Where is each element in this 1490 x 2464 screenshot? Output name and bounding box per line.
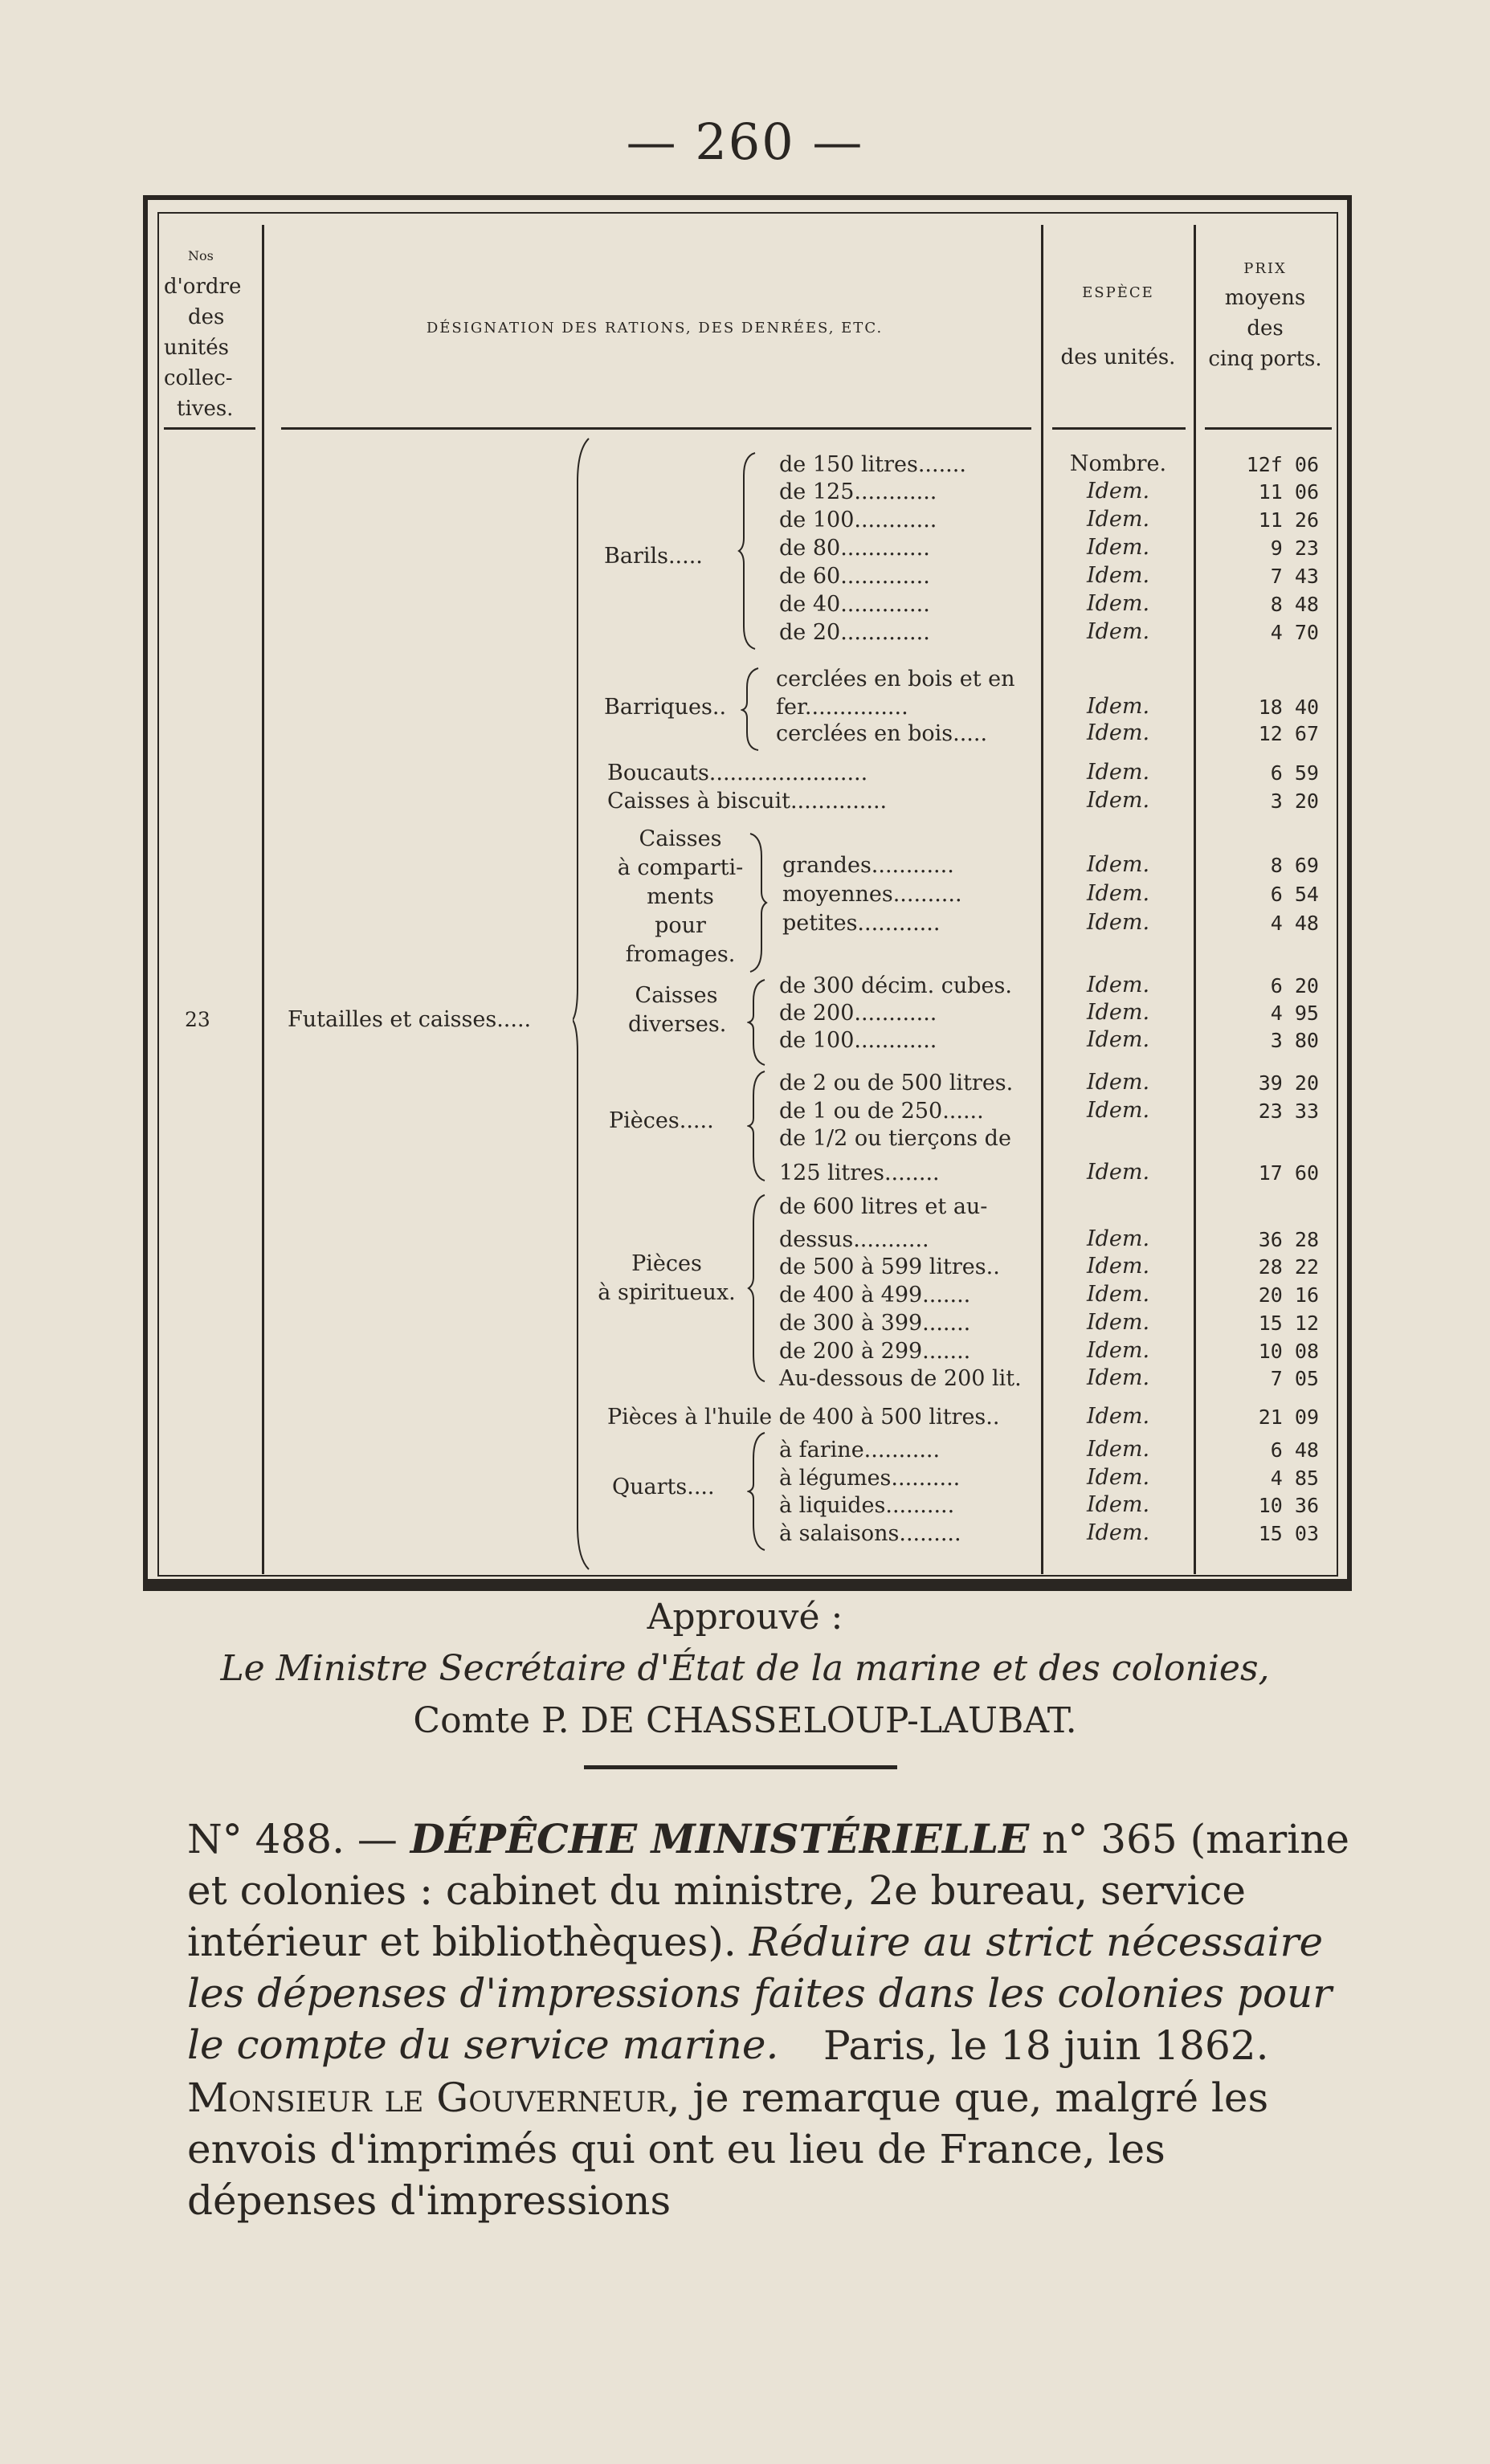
row-unit: Idem. — [1086, 788, 1150, 813]
dispatch-salutation: Monsieur le Gouverneur, — [187, 2074, 680, 2121]
row-description: de 400 à 499....... — [779, 1283, 971, 1307]
row-unit: Idem. — [1086, 1160, 1150, 1185]
group-label-fromages — [604, 825, 757, 969]
row-description: de 200............ — [779, 1001, 937, 1026]
row-description: dessus........... — [779, 1227, 929, 1252]
row-price: 8 48 — [1270, 593, 1319, 616]
group-label-line: pour — [655, 913, 706, 938]
brace-barriques — [741, 667, 761, 752]
row-description: grandes............ — [782, 853, 954, 878]
row-description: à légumes.......... — [779, 1466, 961, 1491]
row-description: cerclées en bois..... — [776, 721, 988, 746]
row-unit: Idem. — [1086, 591, 1150, 616]
row-unit: Idem. — [1086, 507, 1150, 532]
row-price: 39 20 — [1258, 1071, 1319, 1095]
row-description: de 300 décim. cubes. — [779, 973, 1012, 998]
row-unit: Idem. — [1086, 1310, 1150, 1335]
column-divider — [1194, 225, 1196, 1574]
row-description: cerclées en bois et en — [776, 667, 1015, 691]
header-rule — [164, 427, 255, 430]
brace-barils — [737, 451, 758, 651]
row-unit: Idem. — [1086, 852, 1150, 877]
group-label-line: fromages. — [625, 942, 736, 967]
row-unit: Idem. — [1086, 1437, 1150, 1462]
header-order-line: Nos — [188, 248, 214, 263]
row-description: de 200 à 299....... — [779, 1339, 971, 1364]
row-unit: Idem. — [1086, 973, 1150, 997]
dispatch-ref: n° 365 (marine et colonies : cabinet du ministre, 2e bureau, service intérieur et bibliothèques). — [187, 1816, 1350, 1965]
header-order-line: des — [188, 305, 225, 329]
row-unit: Idem. — [1086, 720, 1150, 745]
row-unit: Idem. — [1086, 1226, 1150, 1251]
brace-fromages — [747, 832, 768, 973]
group-label-line: Caisses — [635, 983, 718, 1008]
category-brace — [573, 434, 597, 1574]
row-unit: Idem. — [1086, 535, 1150, 560]
header-price-line: moyens — [1224, 286, 1306, 310]
row-unit: Idem. — [1086, 910, 1150, 935]
row-price: 10 36 — [1258, 1494, 1319, 1517]
row-price: 6 59 — [1270, 761, 1319, 785]
header-order-line: collec- — [164, 366, 233, 390]
row-unit: Idem. — [1086, 1520, 1150, 1545]
brace-spiritueux — [747, 1193, 768, 1383]
row-unit: Idem. — [1086, 619, 1150, 644]
row-price: 28 22 — [1258, 1255, 1319, 1279]
header-rule — [1205, 427, 1332, 430]
dispatch-summary: Réduire au strict nécessaire les dépenses d'impressions faites dans les colonies pour le compte du service marine. — [187, 1919, 1333, 2068]
group-label-line: Caisses — [639, 826, 722, 851]
row-description: 125 litres........ — [779, 1161, 940, 1185]
header-price-line: des — [1247, 316, 1284, 341]
header-designation: DÉSIGNATION DES RATIONS, DES DENRÉES, ETC. — [426, 320, 884, 337]
row-unit: Idem. — [1086, 1027, 1150, 1052]
header-rule — [1052, 427, 1186, 430]
row-description: à liquides.......... — [779, 1493, 955, 1518]
row-price: 17 60 — [1258, 1161, 1319, 1185]
row-description: de 1/2 ou tierçons de — [779, 1126, 1011, 1151]
row-price: 15 03 — [1258, 1522, 1319, 1545]
row-description: à salaisons......... — [779, 1521, 961, 1546]
row-price: 10 08 — [1258, 1340, 1319, 1363]
row-unit: Idem. — [1086, 1338, 1150, 1363]
row-description: de 20............. — [779, 620, 930, 645]
category-label: Futailles et caisses..... — [288, 1007, 532, 1032]
row-unit: Idem. — [1086, 1282, 1150, 1307]
order-number: 23 — [185, 1008, 210, 1031]
group-label-barriques: Barriques.. — [604, 695, 727, 720]
row-unit: Idem. — [1086, 1000, 1150, 1025]
header-unit-bottom: des unités. — [1060, 345, 1176, 369]
column-divider — [262, 225, 264, 1574]
row-unit: Idem. — [1086, 1365, 1150, 1390]
row-description: de 2 ou de 500 litres. — [779, 1071, 1014, 1095]
row-price: 11 06 — [1258, 480, 1319, 504]
row-description: Boucauts....................... — [607, 761, 868, 785]
row-price: 6 48 — [1270, 1438, 1319, 1462]
header-rule — [281, 427, 1031, 430]
row-unit: Idem. — [1086, 1465, 1150, 1490]
row-price: 4 85 — [1270, 1467, 1319, 1490]
dispatch-body — [187, 2072, 1360, 2226]
row-price: 12 67 — [1258, 722, 1319, 745]
row-description: de 600 litres et au- — [779, 1194, 988, 1219]
header-order-line: tives. — [177, 397, 234, 421]
row-description: de 60............. — [779, 564, 930, 589]
row-description: fer............... — [776, 695, 908, 720]
group-label-spiritueux — [586, 1250, 747, 1307]
row-price: 7 05 — [1270, 1367, 1319, 1390]
row-description: de 100............ — [779, 508, 937, 532]
group-label-barils: Barils..... — [604, 544, 703, 569]
dispatch-title: DÉPÊCHE MINISTÉRIELLE — [410, 1815, 1030, 1862]
brace-caisses-diverses — [747, 978, 768, 1067]
row-description: à farine........... — [779, 1438, 941, 1462]
row-description: Caisses à biscuit.............. — [607, 789, 888, 814]
table-bottom-rule — [143, 1579, 1352, 1590]
row-price: 3 20 — [1270, 789, 1319, 813]
row-unit: Idem. — [1086, 1404, 1150, 1429]
row-description: moyennes.......... — [782, 882, 962, 907]
row-price: 3 80 — [1270, 1029, 1319, 1052]
row-description: Pièces à l'huile de 400 à 500 litres.. — [607, 1405, 1000, 1430]
group-label-line: ments — [647, 884, 714, 909]
group-label-line: à spiritueux. — [598, 1280, 736, 1305]
row-unit: Idem. — [1086, 760, 1150, 785]
group-label-line: diverses. — [628, 1012, 727, 1037]
row-description: de 150 litres....... — [779, 452, 966, 477]
brace-pieces — [747, 1070, 768, 1182]
dispatch-text: je remarque que, malgré les envois d'imprimés qui ont eu lieu de France, les dépenses d'impressions — [187, 2074, 1269, 2224]
row-description: de 100............ — [779, 1028, 937, 1053]
group-label-quarts: Quarts.... — [612, 1475, 715, 1499]
group-label-caisses-diverses — [628, 981, 725, 1039]
approval-name: Comte P. DE CHASSELOUP-LAUBAT. — [413, 1700, 1077, 1741]
row-price: 18 40 — [1258, 696, 1319, 719]
header-unit-top: ESPÈCE — [1082, 284, 1154, 301]
row-price: 15 12 — [1258, 1312, 1319, 1335]
row-description: de 1 ou de 250...... — [779, 1099, 984, 1124]
header-order — [164, 241, 260, 424]
row-description: de 500 à 599 litres.. — [779, 1254, 1000, 1279]
brace-quarts — [747, 1431, 768, 1552]
row-price: 8 69 — [1270, 854, 1319, 877]
row-price: 21 09 — [1258, 1405, 1319, 1429]
dispatch-number: N° 488. — [187, 1816, 345, 1862]
row-price: 6 54 — [1270, 883, 1319, 906]
dispatch-dash: — — [357, 1816, 398, 1862]
row-description: Au-dessous de 200 lit. — [779, 1366, 1022, 1391]
row-price: 23 33 — [1258, 1099, 1319, 1123]
row-description: de 80............. — [779, 536, 930, 561]
column-divider — [1041, 225, 1043, 1574]
row-price: 6 20 — [1270, 974, 1319, 997]
row-price: 4 95 — [1270, 1002, 1319, 1025]
row-unit: Idem. — [1086, 479, 1150, 504]
row-unit: Nombre. — [1069, 451, 1167, 476]
row-description: de 125............ — [779, 479, 937, 504]
row-description: petites............ — [782, 911, 941, 936]
row-price: 11 26 — [1258, 508, 1319, 532]
header-price-line: cinq ports. — [1208, 347, 1322, 371]
row-price: 7 43 — [1270, 565, 1319, 588]
header-price-top: PRIX — [1243, 260, 1287, 277]
row-price: 36 28 — [1258, 1228, 1319, 1251]
row-price: 12f 06 — [1246, 453, 1319, 476]
row-price: 9 23 — [1270, 536, 1319, 560]
row-description: de 40............. — [779, 592, 930, 617]
row-unit: Idem. — [1086, 1254, 1150, 1279]
page-number: — 260 — — [626, 112, 864, 171]
header-order-line: d'ordre — [164, 275, 242, 299]
row-price: 4 48 — [1270, 912, 1319, 935]
group-label-line: à comparti- — [617, 855, 744, 880]
row-unit: Idem. — [1086, 1098, 1150, 1123]
row-price: 4 70 — [1270, 621, 1319, 644]
row-unit: Idem. — [1086, 1070, 1150, 1095]
row-unit: Idem. — [1086, 881, 1150, 906]
row-unit: Idem. — [1086, 694, 1150, 719]
row-unit: Idem. — [1086, 1492, 1150, 1517]
row-description: de 300 à 399....... — [779, 1311, 971, 1336]
separator-rule — [584, 1765, 897, 1769]
row-price: 20 16 — [1258, 1283, 1319, 1307]
approval-title: Approuvé : — [647, 1597, 843, 1638]
row-unit: Idem. — [1086, 563, 1150, 588]
group-label-pieces: Pièces..... — [609, 1108, 714, 1133]
header-price — [1197, 283, 1333, 374]
header-order-line: unités — [164, 336, 229, 360]
dispatch-place-date: Paris, le 18 juin 1862. — [823, 2022, 1269, 2069]
group-label-line: Pièces — [631, 1251, 702, 1276]
approval-minister: Le Ministre Secrétaire d'État de la marine et des colonies, — [220, 1648, 1270, 1689]
